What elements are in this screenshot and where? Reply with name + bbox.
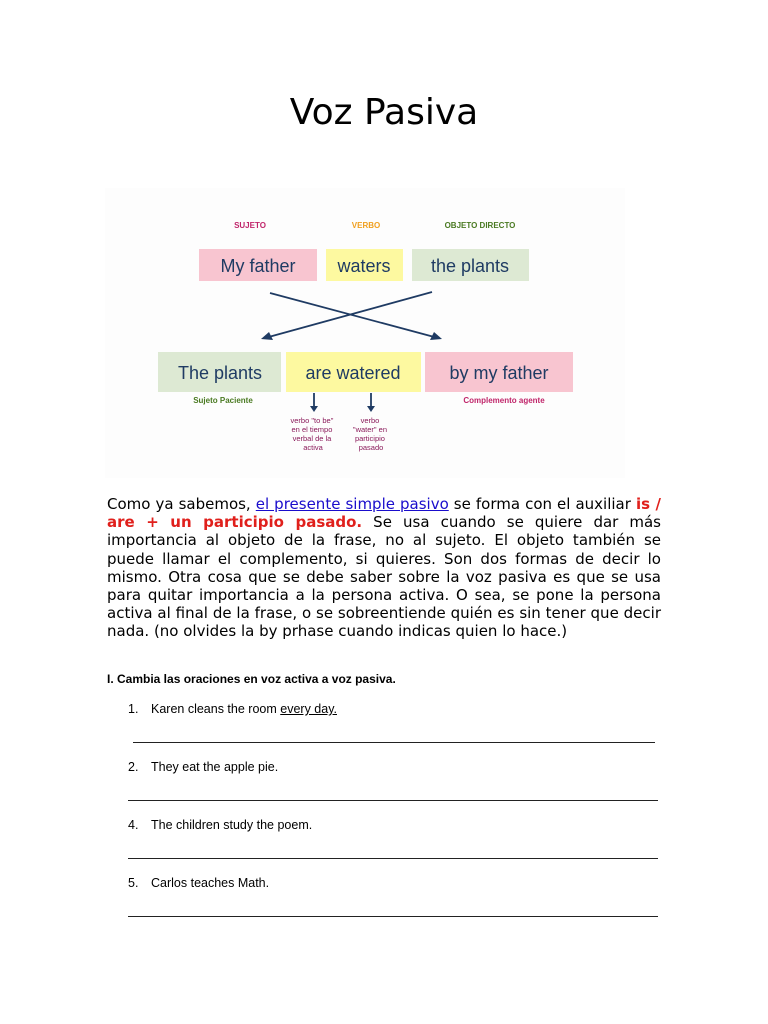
passive-agent-text: by my father	[449, 363, 549, 383]
object-header: OBJETO DIRECTO	[444, 221, 516, 230]
item-number: 5.	[128, 876, 139, 890]
intro-paragraph	[107, 495, 661, 641]
item-number: 2.	[128, 760, 139, 774]
verb-header: VERBO	[351, 221, 381, 230]
item-text: They eat the apple pie.	[151, 760, 279, 774]
passive-subject-text: The plants	[177, 363, 263, 383]
active-subject-text: My father	[220, 256, 296, 276]
patient-subject-label: Sujeto Paciente	[193, 396, 253, 405]
subject-header: SUJETO	[234, 221, 266, 230]
participle-note-line: verbo	[360, 416, 380, 425]
answer-line[interactable]	[128, 800, 658, 801]
exercise-item	[128, 876, 269, 890]
active-object-text: the plants	[430, 256, 510, 276]
passive-voice-diagram	[105, 188, 625, 478]
answer-line[interactable]	[128, 916, 658, 917]
intro-text-1: Como ya sabemos,	[107, 495, 256, 513]
passive-verb-text: are watered	[305, 363, 401, 383]
item-number: 1.	[128, 702, 139, 716]
to-be-note-line: activa	[303, 443, 323, 452]
page-title: Voz Pasiva	[289, 92, 479, 133]
intro-text-2: se forma con el auxiliar	[448, 495, 636, 513]
to-be-note-line: verbo "to be"	[290, 416, 334, 425]
item-underlined: every day.	[280, 702, 337, 716]
item-text: The children study the poem.	[151, 818, 313, 832]
active-verb-text: waters	[337, 256, 391, 276]
agent-complement-label: Complemento agente	[463, 396, 545, 405]
answer-line[interactable]	[128, 858, 658, 859]
exercise-item	[128, 760, 278, 774]
auxiliary-highlight: is / are + un participio pasado.	[107, 495, 661, 532]
participle-note-line: participio	[354, 434, 385, 443]
item-number: 4.	[128, 818, 139, 832]
to-be-note-line: verbal de la	[292, 434, 332, 443]
answer-line[interactable]	[133, 742, 655, 743]
intro-text-3: Se usa cuando se quiere dar más importancia al objeto de la frase, no al sujeto. El objeto también se puede llamar el complemento, si quieres. Son dos formas de decir lo mismo. Otra cosa que se debe saber sobre la voz pasiva es que se usa para quitar importancia a la persona activa. O sea, se pone la persona activa al final de la frase, o se sobreentiende quién es sin tener que decir nada. (no olvides la by prhase cuando indicas quien lo hace.)	[107, 513, 661, 641]
to-be-note-line: en el tiempo	[291, 425, 333, 434]
exercise-item	[128, 818, 312, 832]
item-text: Carlos teaches Math.	[151, 876, 270, 890]
diagram-svg	[105, 188, 625, 478]
presente-simple-pasivo-link[interactable]: el presente simple pasivo	[255, 495, 449, 513]
participle-note-line: pasado	[358, 443, 384, 452]
exercise-item	[128, 702, 337, 716]
participle-note-line: "water" en	[352, 425, 387, 434]
exercise-title: I. Cambia las oraciones en voz activa a voz pasiva.	[107, 672, 396, 686]
item-text: Karen cleans the room	[151, 702, 281, 716]
